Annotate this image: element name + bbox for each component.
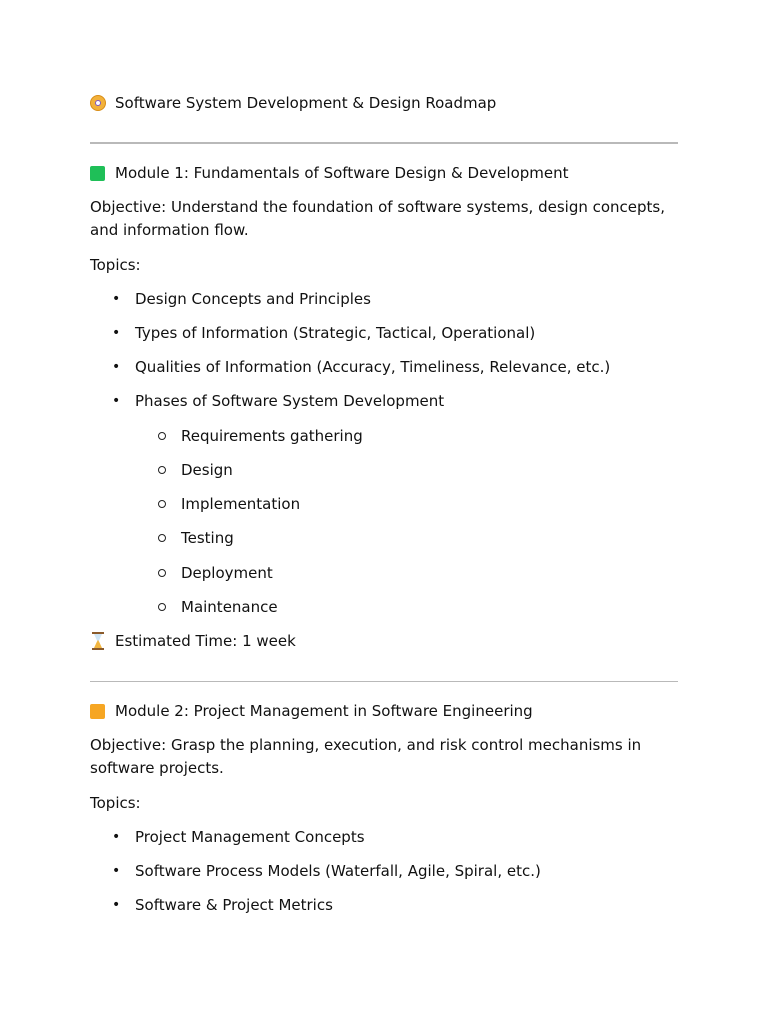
topic-text: Qualities of Information (Accuracy, Timeliness, Relevance, etc.) xyxy=(135,358,611,376)
circle-bullet-icon xyxy=(158,534,166,542)
orange-square-icon xyxy=(90,704,105,719)
list-item xyxy=(112,828,365,846)
sub-list-item xyxy=(158,495,300,513)
list-item xyxy=(112,358,610,376)
compass-target-icon xyxy=(90,95,106,111)
bullet-icon: • xyxy=(112,359,121,375)
divider xyxy=(90,681,678,682)
bullet-icon: • xyxy=(112,393,121,409)
sub-list-item xyxy=(158,564,273,582)
bullet-icon: • xyxy=(112,897,121,913)
circle-bullet-icon xyxy=(158,500,166,508)
sub-list-item xyxy=(158,598,278,616)
module-1-topics-label: Topics: xyxy=(90,256,141,274)
module-2-heading: Module 2: Project Management in Software Engineering xyxy=(115,702,533,720)
subtopic-text: Requirements gathering xyxy=(181,427,363,445)
document-title: Software System Development & Design Roadmap xyxy=(115,94,497,112)
list-item xyxy=(112,862,541,880)
list-item xyxy=(112,324,535,342)
topic-text: Software Process Models (Waterfall, Agile, Spiral, etc.) xyxy=(135,862,541,880)
subtopic-text: Testing xyxy=(181,529,234,547)
topic-text: Design Concepts and Principles xyxy=(135,290,371,308)
topic-text: Types of Information (Strategic, Tactical, Operational) xyxy=(135,324,536,342)
bullet-icon: • xyxy=(112,291,121,307)
list-item xyxy=(112,290,371,308)
subtopic-text: Design xyxy=(181,461,233,479)
sub-list-item xyxy=(158,427,363,445)
module-2-objective: Objective: Grasp the planning, execution, and risk control mechanisms in software projects. xyxy=(90,736,642,777)
circle-bullet-icon xyxy=(158,603,166,611)
subtopic-text: Deployment xyxy=(181,564,273,582)
bullet-icon: • xyxy=(112,829,121,845)
circle-bullet-icon xyxy=(158,466,166,474)
module-2-topics-label: Topics: xyxy=(90,794,141,812)
module-1-objective: Objective: Understand the foundation of software systems, design concepts, and information flow. xyxy=(90,198,666,239)
module-2-heading-row xyxy=(90,702,533,720)
circle-bullet-icon xyxy=(158,432,166,440)
sub-list-item xyxy=(158,461,233,479)
divider xyxy=(90,142,678,144)
list-item xyxy=(112,392,444,410)
subtopic-text: Maintenance xyxy=(181,598,278,616)
green-square-icon xyxy=(90,166,105,181)
estimated-time-text: Estimated Time: 1 week xyxy=(115,632,296,650)
document-title-row xyxy=(90,94,496,112)
subtopic-text: Implementation xyxy=(181,495,301,513)
circle-bullet-icon xyxy=(158,569,166,577)
list-item xyxy=(112,896,333,914)
module-1-estimated-time xyxy=(90,632,296,650)
topic-text: Project Management Concepts xyxy=(135,828,365,846)
topic-text: Software & Project Metrics xyxy=(135,896,333,914)
module-1-heading: Module 1: Fundamentals of Software Design & Development xyxy=(115,164,569,182)
module-1-heading-row xyxy=(90,164,569,182)
topic-text: Phases of Software System Development xyxy=(135,392,445,410)
sub-list-item xyxy=(158,529,234,547)
bullet-icon: • xyxy=(112,863,121,879)
hourglass-icon xyxy=(90,632,106,650)
bullet-icon: • xyxy=(112,325,121,341)
